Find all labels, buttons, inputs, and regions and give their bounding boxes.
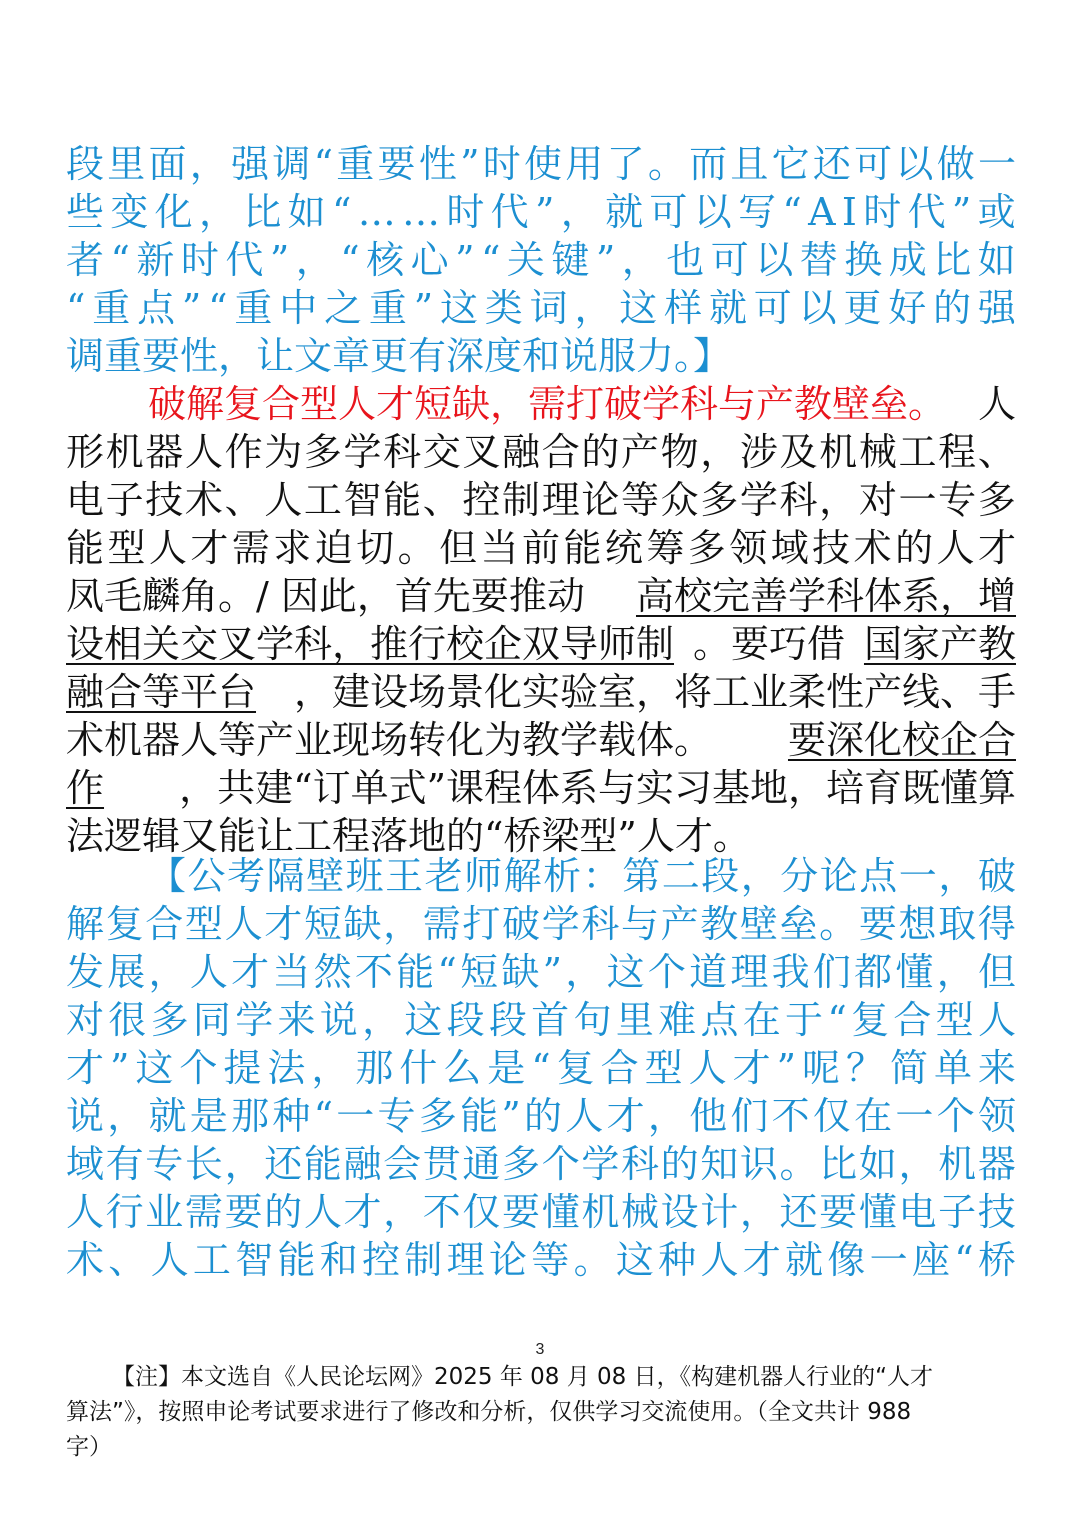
- text-run: ，建设场景化实验室，将工业柔性产线、手: [293, 670, 1016, 714]
- text-line: 才 ” 这 个 提 法 ， 那 什 么 是 “ 复 合 型 人 才 ” 呢 ？ 简 单 来: [66, 1046, 1016, 1090]
- subheading-sentence: 破解复合型人才短缺，需打破学科与产教壁垒。: [148, 382, 947, 426]
- text-line: 能 型 人 才 需 求 迫 切 。 但 当 前 能 统 筹 多 领 域 技 术 的 人 才: [66, 526, 1016, 570]
- text-line: 调重要性，让文章更有深度和说服力。】: [66, 334, 732, 378]
- text-line: 术 、 人 工 智 能 和 控 制 理 论 等 。 这 种 人 才 就 像 一 座 “ 桥: [66, 1238, 1016, 1282]
- text-line: [66, 380, 1016, 428]
- text-line: 【 公 考 隔 壁 班 王 老 师 解 析 ： 第 二 段 ， 分 论 点 一 ， 破: [148, 854, 1016, 898]
- text-line: [66, 764, 1016, 812]
- text-run: ，共建“订单式”课程体系与实习基地，培育既懂算: [179, 766, 1016, 810]
- text-line: 些 变 化 ， 比 如 “ … … 时 代 ” ， 就 可 以 写 “ A I 时 代 ” 或: [66, 190, 1016, 234]
- text-run: 人: [977, 382, 1016, 426]
- text-line: [66, 668, 1016, 716]
- underlined-phrase: 融合等平台: [66, 670, 257, 714]
- text-line: 人 行 业 需 要 的 人 才 ， 不 仅 要 懂 机 械 设 计 ， 还 要 懂 电 子 技: [66, 1190, 1016, 1234]
- text-line: [66, 572, 1016, 620]
- page-number: 3: [535, 1341, 545, 1358]
- text-run: 凤毛麟角。/ 因此，首先要推动: [66, 574, 585, 618]
- text-line: 发 展 ， 人 才 当 然 不 能 “ 短 缺 ” ， 这 个 道 理 我 们 都 懂 ， 但: [66, 950, 1016, 994]
- text-line: 电 子 技 术 、 人 工 智 能 、 控 制 理 论 等 众 多 学 科 ， 对 一 专 多: [66, 478, 1016, 522]
- text-line: [66, 620, 1016, 668]
- text-line: 者 “ 新 时 代 ” ， “ 核 心 ” “ 关 键 ” ， 也 可 以 替 换 成 比 如: [66, 238, 1016, 282]
- text-run: 。要巧借: [692, 622, 845, 666]
- text-line: 域 有 专 长 ， 还 能 融 会 贯 通 多 个 学 科 的 知 识 。 比 如 ， 机 器: [66, 1142, 1016, 1186]
- text-line: 段 里 面 ， 强 调 “ 重 要 性 ” 时 使 用 了 。 而 且 它 还 可 以 做 一: [66, 142, 1016, 186]
- text-line: 对 很 多 同 学 来 说 ， 这 段 段 首 句 里 难 点 在 于 “ 复 合 型 人: [66, 998, 1016, 1042]
- footnote-line: 【注】本文选自《人民论坛网》2025 年 08 月 08 日，《构建机器人行业的“人才: [112, 1364, 934, 1390]
- underlined-phrase: 作: [66, 766, 105, 810]
- footnote-line: 算法”》，按照申论考试要求进行了修改和分析，仅供学习交流使用。（全文共计 988: [66, 1399, 912, 1425]
- footnote-line: 字）: [66, 1434, 112, 1460]
- footnote: [66, 1360, 1016, 1465]
- text-line: 解 复 合 型 人 才 短 缺 ， 需 打 破 学 科 与 产 教 壁 垒 。 要 想 取 得: [66, 902, 1016, 946]
- underlined-phrase: 国家产教: [863, 622, 1016, 666]
- text-line: [66, 716, 1016, 764]
- text-line: 说 ， 就 是 那 种 “ 一 专 多 能 ” 的 人 才 ， 他 们 不 仅 在 一 个 领: [66, 1094, 1016, 1138]
- text-line: 法逻辑又能让工程落地的“桥梁型”人才。: [66, 814, 751, 858]
- underlined-phrase: 设相关交叉学科，推行校企双导师制: [66, 622, 675, 666]
- text-run: 术机器人等产业现场转化为教学载体。: [66, 718, 713, 762]
- underlined-phrase: 高校完善学科体系，增: [635, 574, 1016, 618]
- underlined-phrase: 要深化校企合: [787, 718, 1016, 762]
- text-line: 形 机 器 人 作 为 多 学 科 交 叉 融 合 的 产 物 ， 涉 及 机 械 工 程 、: [66, 430, 1016, 474]
- text-line: “ 重 点 ” “ 重 中 之 重 ” 这 类 词 ， 这 样 就 可 以 更 好 的 强: [66, 286, 1016, 330]
